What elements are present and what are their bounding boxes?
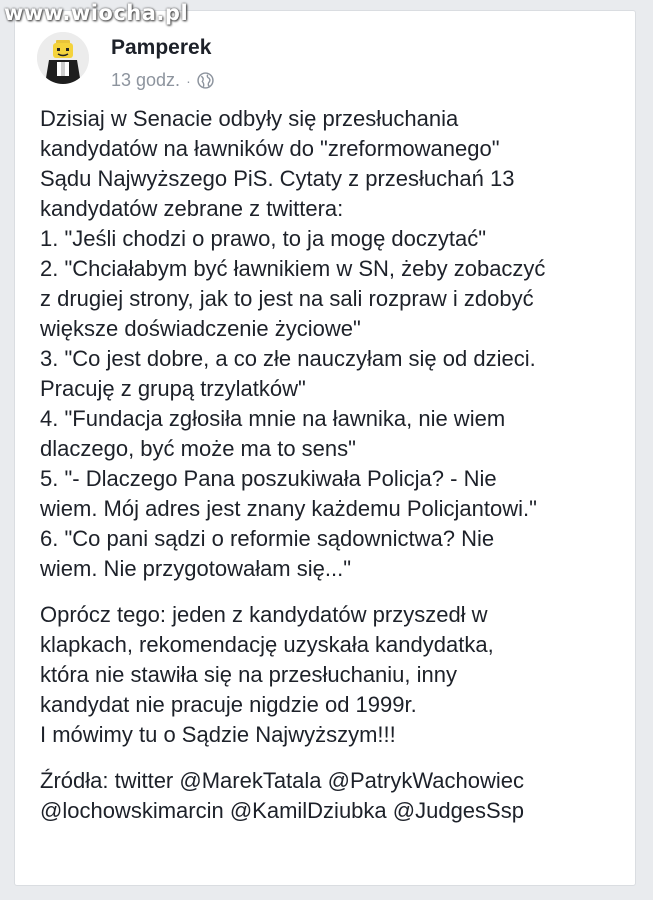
author-name[interactable]: Pamperek	[111, 36, 212, 59]
post-text-line: kandydatów na ławników do "zreformowanego"	[40, 136, 500, 161]
post-card	[14, 10, 636, 886]
meta-separator: ·	[186, 72, 191, 89]
post-text-line: klapkach, rekomendację uzyskała kandydatka,	[40, 632, 494, 657]
post-header	[37, 28, 615, 94]
post-text-line: Sądu Najwyższego PiS. Cytaty z przesłuchań 13	[40, 166, 515, 191]
post-text-line: 4. "Fundacja zgłosiła mnie na ławnika, nie wiem	[40, 406, 506, 431]
post-text-line: @lochowskimarcin @KamilDziubka @JudgesSsp	[40, 798, 524, 823]
globe-icon[interactable]	[197, 72, 214, 89]
post-text-line: kandydat nie pracuje nigdzie od 1999r.	[40, 692, 417, 717]
post-text	[40, 104, 621, 826]
avatar[interactable]	[37, 32, 89, 84]
post-text-line: wiem. Nie przygotowałam się..."	[40, 556, 352, 581]
post-text-line: 5. "- Dlaczego Pana poszukiwała Policja? - Nie	[40, 466, 497, 491]
post-text-line: Dzisiaj w Senacie odbyły się przesłuchania	[40, 106, 459, 131]
post-text-line: większe doświadczenie życiowe"	[40, 316, 361, 341]
post-paragraph	[40, 766, 621, 826]
post-paragraph	[40, 600, 621, 750]
post-timestamp[interactable]: 13 godz.	[111, 70, 181, 90]
post-paragraph	[40, 104, 621, 584]
post-text-line: dlaczego, być może ma to sens"	[40, 436, 356, 461]
post-text-line: 1. "Jeśli chodzi o prawo, to ja mogę doczytać"	[40, 226, 487, 251]
post-text-line: 3. "Co jest dobre, a co złe nauczyłam się od dzieci.	[40, 346, 536, 371]
watermark-logo: www.wiocha.pl	[4, 1, 189, 25]
post-meta	[111, 70, 214, 91]
post-text-line: wiem. Mój adres jest znany każdemu Policjantowi."	[40, 496, 537, 521]
post-text-line: kandydatów zebrane z twittera:	[40, 196, 344, 221]
lego-figure-icon	[37, 32, 89, 84]
post-text-line: Pracuję z grupą trzylatków"	[40, 376, 306, 401]
post-text-line: która nie stawiła się na przesłuchaniu, inny	[40, 662, 458, 687]
post-text-line: 2. "Chciałabym być ławnikiem w SN, żeby zobaczyć	[40, 256, 546, 281]
post-text-line: Oprócz tego: jeden z kandydatów przyszedł w	[40, 602, 488, 627]
post-text-line: 6. "Co pani sądzi o reformie sądownictwa? Nie	[40, 526, 495, 551]
post-text-line: z drugiej strony, jak to jest na sali rozpraw i zdobyć	[40, 286, 534, 311]
post-text-line: I mówimy tu o Sądzie Najwyższym!!!	[40, 722, 396, 747]
paragraph-gap	[40, 750, 621, 766]
post-text-line: Źródła: twitter @MarekTatala @PatrykWachowiec	[40, 768, 524, 793]
paragraph-gap	[40, 584, 621, 600]
